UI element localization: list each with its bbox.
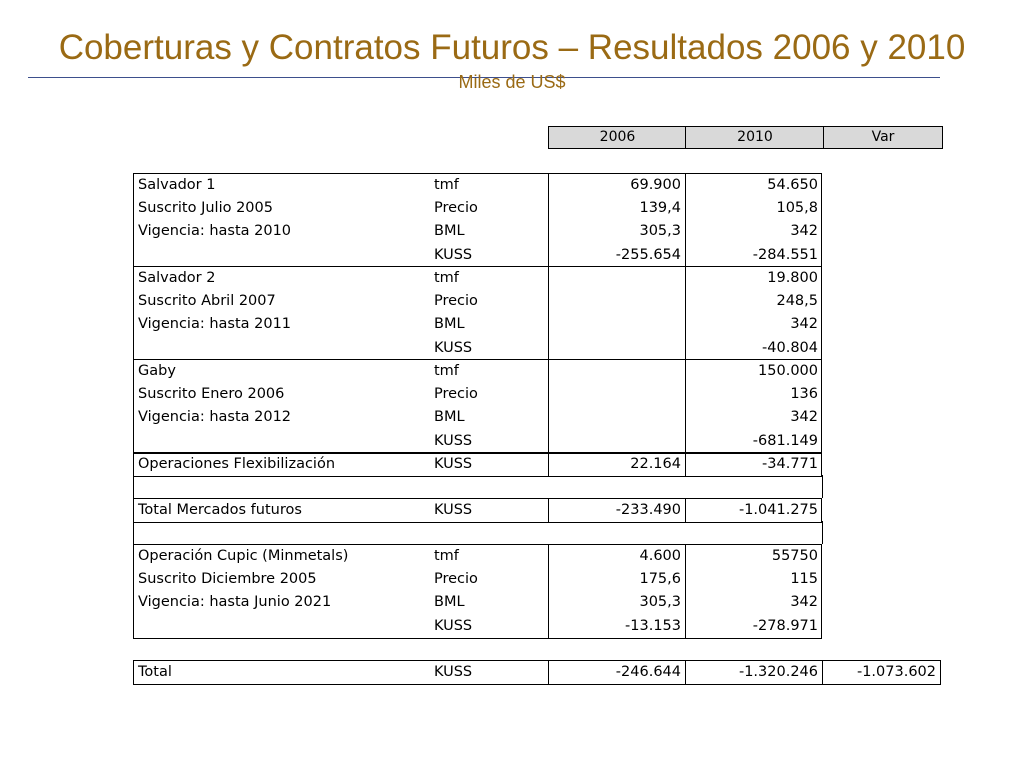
label-cell: Vigencia: hasta 2012: [138, 409, 292, 426]
page-subtitle: Miles de US$: [458, 72, 566, 92]
value-2010-cell: 54.650: [767, 177, 818, 193]
spacer-row: [133, 521, 823, 544]
label-cell: Gaby: [138, 363, 176, 379]
header-var: Var: [823, 126, 943, 149]
label-cell: Vigencia: hasta Junio 2021: [138, 594, 332, 611]
table-row: [134, 568, 821, 591]
value-2006-cell: [548, 383, 686, 406]
value-2010-cell: 342: [790, 594, 818, 611]
metric-cell: BML: [434, 223, 465, 240]
value-2006-cell: -255.654: [548, 244, 686, 267]
value-2006-cell: [548, 430, 686, 453]
section-salvador-2: [133, 266, 822, 360]
value-2006-cell: 22.164: [548, 453, 686, 476]
metric-cell: tmf: [434, 177, 459, 193]
label-cell: Suscrito Abril 2007: [138, 293, 276, 310]
label-cell: Suscrito Enero 2006: [138, 386, 285, 403]
table-row: [134, 615, 821, 638]
label-cell: Total Mercados futuros: [138, 502, 302, 518]
table-row: [134, 406, 821, 429]
value-2010-cell: 105,8: [776, 200, 818, 217]
value-2006-cell: [548, 267, 686, 290]
table-row: [134, 453, 821, 476]
table-row: [134, 313, 821, 336]
metric-cell: BML: [434, 409, 465, 426]
metric-cell: KUSS: [434, 664, 473, 680]
table-row: [134, 244, 821, 267]
value-2010-cell: -40.804: [762, 339, 818, 356]
value-2010-cell: -34.771: [762, 456, 818, 472]
table-row: [134, 267, 821, 290]
value-2010-cell: -681.149: [752, 432, 818, 449]
value-2006-cell: 175,6: [548, 568, 686, 591]
table-row: [134, 661, 940, 684]
value-2006-cell: -13.153: [548, 615, 686, 638]
label-cell: Operación Cupic (Minmetals): [138, 548, 349, 564]
value-2006-cell: -246.644: [548, 661, 686, 684]
table-row: [134, 197, 821, 220]
metric-cell: KUSS: [434, 456, 473, 472]
table-row: [134, 430, 821, 453]
value-2010-cell: 150.000: [758, 363, 818, 379]
metric-cell: tmf: [434, 363, 459, 379]
header-2010: 2010: [685, 126, 825, 149]
table-row: [134, 360, 821, 383]
value-2010-cell: -278.971: [752, 617, 818, 634]
table-row: [134, 220, 821, 243]
section-total-mercados-futuros: [133, 498, 822, 523]
value-2010-cell: 342: [790, 409, 818, 426]
value-2006-cell: [548, 406, 686, 429]
metric-cell: Precio: [434, 571, 478, 588]
header-2006: 2006: [548, 126, 687, 149]
table-row: [134, 337, 821, 360]
label-cell: Suscrito Julio 2005: [138, 200, 273, 217]
value-var-cell: -1.073.602: [822, 661, 940, 684]
metric-cell: KUSS: [434, 432, 473, 449]
value-2010-cell: -1.320.246: [738, 664, 818, 680]
value-2006-cell: [548, 337, 686, 360]
metric-cell: KUSS: [434, 246, 473, 263]
metric-cell: Precio: [434, 293, 478, 310]
table-row: [134, 591, 821, 614]
value-2010-cell: 115: [790, 571, 818, 588]
section-gaby: [133, 359, 822, 454]
value-2006-cell: 139,4: [548, 197, 686, 220]
section-salvador-1: [133, 173, 822, 267]
table-row: [134, 383, 821, 406]
value-2010-cell: 136: [790, 386, 818, 403]
value-2010-cell: 55750: [771, 548, 818, 564]
label-cell: Salvador 2: [138, 270, 216, 286]
section-operaciones-flexibilizacion: [133, 452, 822, 477]
metric-cell: BML: [434, 594, 465, 611]
value-2006-cell: -233.490: [548, 499, 686, 522]
value-2010-cell: 342: [790, 316, 818, 333]
label-cell: Suscrito Diciembre 2005: [138, 571, 317, 588]
value-2010-cell: 19.800: [767, 270, 818, 286]
label-cell: Operaciones Flexibilización: [138, 456, 336, 472]
metric-cell: Precio: [434, 386, 478, 403]
value-2006-cell: [548, 360, 686, 383]
value-2006-cell: 305,3: [548, 591, 686, 614]
label-cell: Vigencia: hasta 2010: [138, 223, 292, 240]
table-row: [134, 174, 821, 197]
value-2010-cell: 342: [790, 223, 818, 240]
value-2006-cell: [548, 313, 686, 336]
value-2010-cell: -1.041.275: [738, 502, 818, 518]
label-cell: Total: [138, 664, 172, 680]
table-row: [134, 545, 821, 568]
value-2006-cell: 305,3: [548, 220, 686, 243]
metric-cell: KUSS: [434, 502, 473, 518]
label-cell: Salvador 1: [138, 177, 216, 193]
value-2010-cell: 248,5: [776, 293, 818, 310]
metric-cell: tmf: [434, 270, 459, 286]
metric-cell: Precio: [434, 200, 478, 217]
table-row: [134, 499, 821, 522]
section-total: [133, 660, 941, 685]
metric-cell: KUSS: [434, 339, 473, 356]
value-2006-cell: [548, 290, 686, 313]
value-2006-cell: 4.600: [548, 545, 686, 568]
section-operacion-cupic: [133, 544, 822, 639]
spacer-row: [133, 475, 823, 498]
value-2006-cell: 69.900: [548, 174, 686, 197]
value-2010-cell: -284.551: [752, 246, 818, 263]
label-cell: Vigencia: hasta 2011: [138, 316, 292, 333]
page-title: Coberturas y Contratos Futuros – Resultados 2006 y 2010: [58, 28, 966, 67]
metric-cell: BML: [434, 316, 465, 333]
metric-cell: tmf: [434, 548, 459, 564]
metric-cell: KUSS: [434, 617, 473, 634]
table-row: [134, 290, 821, 313]
